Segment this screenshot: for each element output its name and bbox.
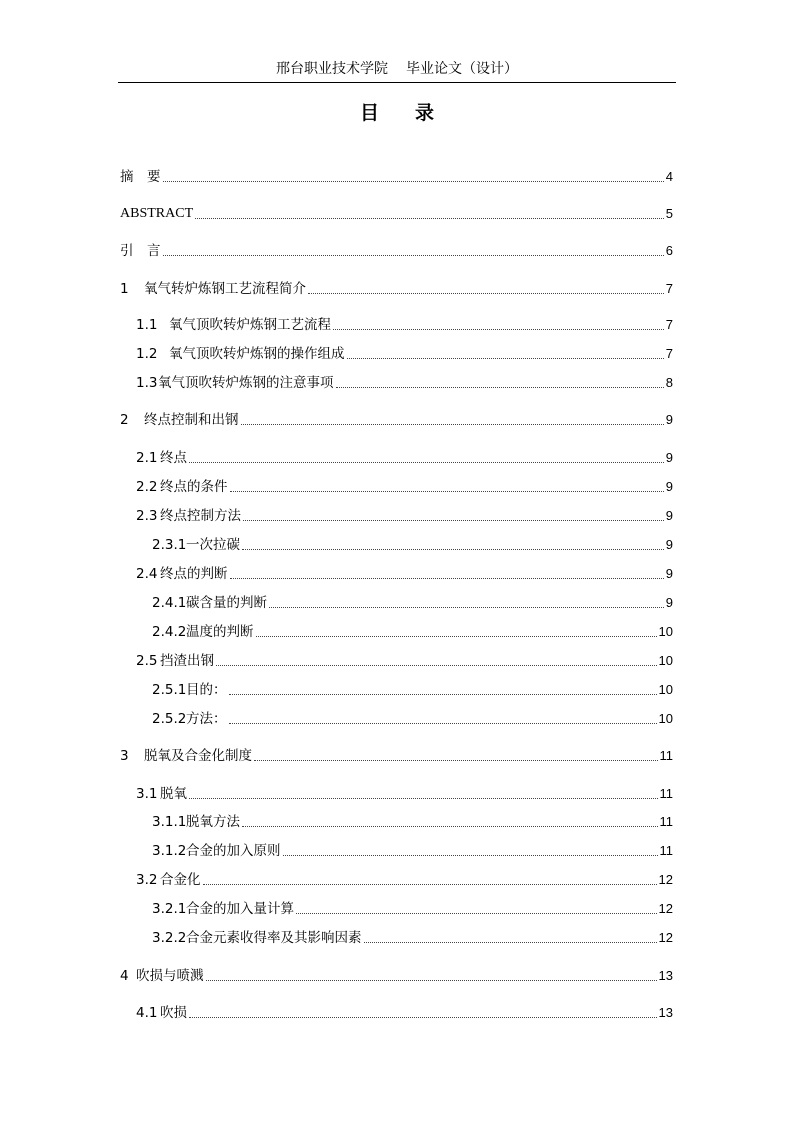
toc-entry-chapter-2[interactable] [120, 411, 673, 429]
toc-entry-number: 2.4.2 [152, 624, 187, 640]
leader-dots [242, 825, 658, 827]
toc-entry-number: 2.5.1 [152, 682, 187, 698]
toc-entry-number: 2.5 [136, 653, 158, 669]
toc-entry-text: 终点控制方法 [160, 508, 241, 524]
toc-entry-page: 7 [665, 281, 673, 296]
toc-entry-chapter-3[interactable] [120, 747, 673, 765]
toc-entry-3-2-1[interactable] [152, 900, 673, 918]
leader-dots [189, 461, 664, 463]
toc-entry-page: 11 [659, 843, 673, 858]
header-doc-type: 毕业论文（设计） [406, 61, 518, 77]
toc-entry-1-1[interactable] [136, 316, 673, 334]
toc-entry-number: 2 [120, 412, 129, 428]
toc-entry-text: 挡渣出钢 [160, 653, 214, 669]
toc-entry-text: 氧气顶吹转炉炼钢的注意事项 [158, 375, 334, 391]
leader-dots [347, 357, 664, 359]
toc-entry-text: 目的： [186, 682, 227, 698]
toc-entry-text: 吹损 [160, 1005, 187, 1021]
toc-entry-3-1-1[interactable] [152, 813, 673, 831]
leader-dots [216, 664, 657, 666]
leader-dots [269, 606, 664, 608]
leader-dots [195, 217, 664, 219]
toc-entry-number: 3 [120, 748, 129, 764]
toc-entry-introduction[interactable] [120, 242, 673, 260]
leader-dots [364, 941, 657, 943]
toc-entry-page: 7 [665, 346, 673, 361]
toc-entry-number: 3.2.2 [152, 930, 187, 946]
toc-entry-1-3[interactable] [136, 374, 673, 392]
leader-dots [241, 423, 664, 425]
toc-entry-text: 合金的加入量计算 [186, 901, 294, 917]
toc-entry-3-1[interactable] [136, 785, 673, 803]
toc-entry-text: 脱氧方法 [186, 814, 240, 830]
toc-entry-text: 合金的加入原则 [186, 843, 281, 859]
toc-entry-text: 氧气顶吹转炉炼钢工艺流程 [169, 317, 331, 333]
toc-entry-2-5-2[interactable] [152, 710, 673, 728]
title-left: 目 [359, 102, 379, 124]
toc-entry-2-3-1[interactable] [152, 536, 673, 554]
toc-entry-page: 10 [658, 624, 673, 639]
toc-entry-2-5-1[interactable] [152, 681, 673, 699]
toc-entry-3-1-2[interactable] [152, 842, 673, 860]
toc-entry-page: 9 [665, 537, 673, 552]
leader-dots [333, 328, 664, 330]
toc-entry-page: 12 [658, 872, 673, 887]
toc-entry-number: 1.2 [136, 346, 158, 362]
toc-entry-number: 1.3 [136, 375, 158, 391]
leader-dots [254, 759, 658, 761]
toc-entry-page: 7 [665, 317, 673, 332]
toc-entry-page: 12 [658, 901, 673, 916]
toc-entry-page: 9 [665, 479, 673, 494]
toc-entry-text: 终点 [160, 450, 187, 466]
toc-entry-chapter-1[interactable] [120, 280, 673, 298]
toc-entry-page: 13 [658, 968, 673, 983]
toc-entry-text: 一次拉碳 [186, 537, 240, 553]
toc-entry-text: 吹损与喷溅 [136, 968, 204, 984]
toc-entry-3-2-2[interactable] [152, 929, 673, 947]
toc-entry-text: 终点控制和出钢 [144, 412, 239, 428]
toc-entry-page: 9 [665, 412, 673, 427]
header-school: 邢台职业技术学院 [276, 61, 388, 77]
toc-entry-number: 2.1 [136, 450, 158, 466]
leader-dots [203, 883, 657, 885]
toc-entry-number: 1 [120, 281, 129, 297]
toc-entry-number: 2.3.1 [152, 537, 187, 553]
toc-entry-text: ABSTRACT [120, 206, 194, 221]
toc-entry-text: 氧气转炉炼钢工艺流程简介 [144, 281, 306, 297]
toc-entry-page: 9 [665, 595, 673, 610]
leader-dots [336, 386, 664, 388]
toc-entry-number: 4 [120, 968, 129, 984]
toc-entry-text: 引 言 [120, 243, 161, 259]
toc-entry-2-2[interactable] [136, 478, 673, 496]
toc-entry-2-5[interactable] [136, 652, 673, 670]
toc-entry-page: 11 [659, 748, 673, 763]
toc-entry-number: 2.5.2 [152, 711, 187, 727]
toc-entry-2-4-2[interactable] [152, 623, 673, 641]
leader-dots [230, 490, 664, 492]
toc-entry-text: 摘 要 [120, 169, 161, 185]
toc-entry-text: 方法： [186, 711, 227, 727]
toc-entry-page: 11 [659, 814, 673, 829]
toc-entry-page: 5 [665, 206, 673, 221]
toc-entry-2-4-1[interactable] [152, 594, 673, 612]
leader-dots [308, 292, 664, 294]
leader-dots [256, 635, 657, 637]
toc-entry-text: 脱氧 [160, 786, 187, 802]
leader-dots [296, 912, 657, 914]
leader-dots [163, 180, 664, 182]
leader-dots [229, 693, 657, 695]
toc-entry-page: 9 [665, 566, 673, 581]
toc-entry-number: 2.3 [136, 508, 158, 524]
toc-entry-number: 2.4.1 [152, 595, 187, 611]
page-title [0, 98, 794, 125]
toc-entry-number: 3.1.2 [152, 843, 187, 859]
toc-entry-2-1[interactable] [136, 449, 673, 467]
toc-entry-page: 10 [658, 653, 673, 668]
leader-dots [163, 254, 664, 256]
toc-entry-number: 2.2 [136, 479, 158, 495]
toc-entry-page: 6 [665, 243, 673, 258]
toc-entry-abstract-en[interactable] [120, 205, 673, 223]
toc-entry-page: 12 [658, 930, 673, 945]
toc-entry-page: 4 [665, 169, 673, 184]
toc-entry-number: 3.1.1 [152, 814, 187, 830]
toc-entry-abstract-cn[interactable] [120, 168, 673, 186]
leader-dots [283, 854, 658, 856]
toc-entry-page: 9 [665, 450, 673, 465]
toc-entry-page: 8 [665, 375, 673, 390]
page-header [118, 58, 676, 83]
toc-entry-number: 4.1 [136, 1005, 158, 1021]
toc-entry-number: 3.2.1 [152, 901, 187, 917]
toc-entry-2-3[interactable] [136, 507, 673, 525]
toc-entry-page: 10 [658, 682, 673, 697]
leader-dots [230, 577, 664, 579]
leader-dots [243, 519, 664, 521]
toc-entry-text: 碳含量的判断 [186, 595, 267, 611]
toc-entry-4-1[interactable] [136, 1004, 673, 1022]
toc-entry-text: 终点的条件 [160, 479, 228, 495]
toc-entry-1-2[interactable] [136, 345, 673, 363]
leader-dots [229, 722, 657, 724]
toc-entry-2-4[interactable] [136, 565, 673, 583]
toc-entry-text: 合金元素收得率及其影响因素 [186, 930, 362, 946]
toc-entry-text: 脱氧及合金化制度 [144, 748, 252, 764]
toc-entry-number: 3.2 [136, 872, 158, 888]
leader-dots [206, 979, 657, 981]
toc-entry-text: 终点的判断 [160, 566, 228, 582]
toc-entry-page: 11 [659, 786, 673, 801]
leader-dots [242, 548, 664, 550]
toc-entry-text: 合金化 [160, 872, 201, 888]
leader-dots [189, 797, 658, 799]
toc-entry-page: 10 [658, 711, 673, 726]
toc-entry-chapter-4[interactable] [120, 967, 673, 985]
toc-entry-number: 2.4 [136, 566, 158, 582]
toc-entry-page: 13 [658, 1005, 673, 1020]
leader-dots [189, 1016, 657, 1018]
toc-entry-page: 9 [665, 508, 673, 523]
toc-entry-text: 温度的判断 [186, 624, 254, 640]
toc-entry-number: 3.1 [136, 786, 158, 802]
toc-entry-text: 氧气顶吹转炉炼钢的操作组成 [169, 346, 345, 362]
toc-entry-3-2[interactable] [136, 871, 673, 889]
toc-entry-number: 1.1 [136, 317, 158, 333]
title-right: 录 [415, 102, 435, 124]
